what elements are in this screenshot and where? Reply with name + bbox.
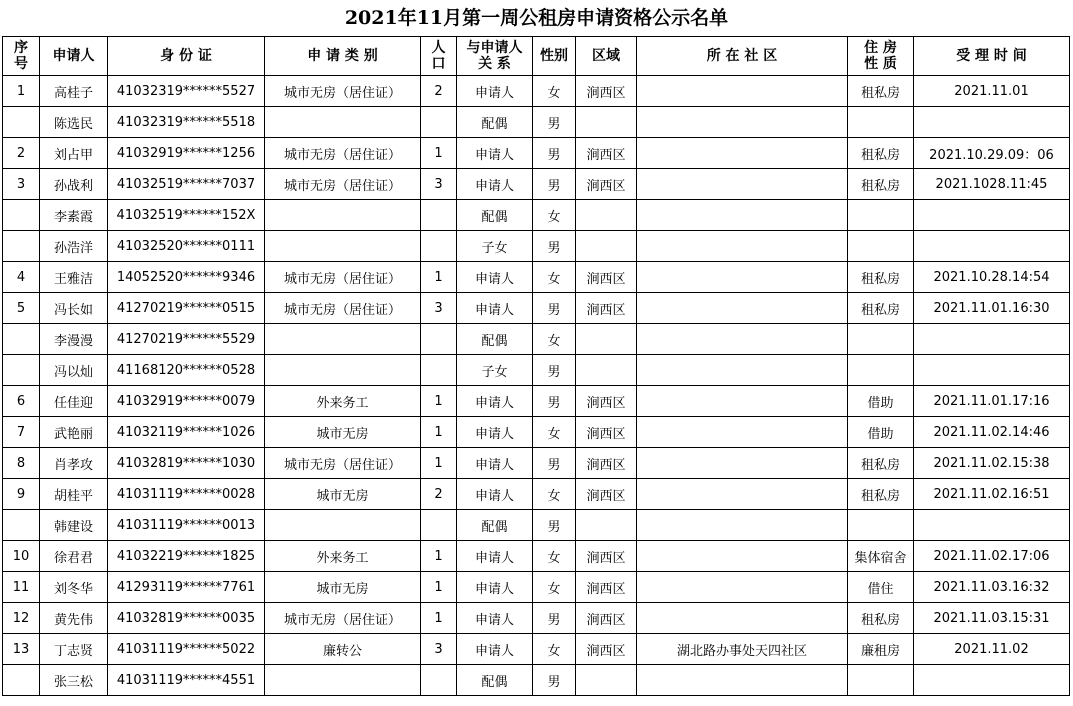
table-row — [3, 200, 1070, 231]
table-row — [3, 417, 1070, 448]
cell-no: 1 — [3, 76, 40, 107]
cell-time: 2021.11.03.16:32 — [914, 572, 1070, 603]
header-relation: 与申请人关 系 — [457, 37, 533, 76]
cell-time: 2021.1028.11:45 — [914, 169, 1070, 200]
cell-relation: 申请人 — [457, 448, 533, 479]
cell-people: 1 — [421, 448, 457, 479]
cell-id: 41168120******0528 — [108, 355, 265, 386]
cell-time: 2021.11.02.17:06 — [914, 541, 1070, 572]
cell-id: 41031119******4551 — [108, 665, 265, 696]
cell-gender: 男 — [533, 138, 576, 169]
applicant-table — [2, 36, 1070, 696]
cell-area — [576, 324, 637, 355]
cell-category: 城市无房（居住证） — [265, 293, 421, 324]
cell-applicant: 孙浩洋 — [40, 231, 108, 262]
table-row — [3, 231, 1070, 262]
cell-area: 涧西区 — [576, 293, 637, 324]
cell-gender: 男 — [533, 448, 576, 479]
cell-category — [265, 200, 421, 231]
cell-community — [637, 169, 848, 200]
cell-area — [576, 231, 637, 262]
table-row — [3, 324, 1070, 355]
cell-applicant: 丁志贤 — [40, 634, 108, 665]
cell-gender: 女 — [533, 417, 576, 448]
cell-id: 41293119******7761 — [108, 572, 265, 603]
cell-community — [637, 107, 848, 138]
cell-applicant: 武艳丽 — [40, 417, 108, 448]
cell-time: 2021.11.02.14:46 — [914, 417, 1070, 448]
cell-applicant: 张三松 — [40, 665, 108, 696]
cell-category: 城市无房 — [265, 479, 421, 510]
cell-relation: 申请人 — [457, 417, 533, 448]
cell-area: 涧西区 — [576, 386, 637, 417]
cell-housing — [848, 324, 914, 355]
cell-time: 2021.11.02 — [914, 634, 1070, 665]
cell-community — [637, 417, 848, 448]
cell-no — [3, 510, 40, 541]
cell-relation: 申请人 — [457, 479, 533, 510]
cell-people: 1 — [421, 603, 457, 634]
cell-community — [637, 231, 848, 262]
cell-people: 1 — [421, 572, 457, 603]
cell-category — [265, 665, 421, 696]
cell-time: 2021.10.28.14:54 — [914, 262, 1070, 293]
cell-no: 2 — [3, 138, 40, 169]
cell-no: 4 — [3, 262, 40, 293]
cell-applicant: 冯长如 — [40, 293, 108, 324]
cell-relation: 申请人 — [457, 603, 533, 634]
cell-area: 涧西区 — [576, 262, 637, 293]
header-id: 身 份 证 — [108, 37, 265, 76]
cell-area: 涧西区 — [576, 479, 637, 510]
cell-relation: 申请人 — [457, 572, 533, 603]
cell-no — [3, 200, 40, 231]
cell-people: 3 — [421, 293, 457, 324]
table-row — [3, 169, 1070, 200]
cell-housing: 租私房 — [848, 262, 914, 293]
cell-applicant: 胡桂平 — [40, 479, 108, 510]
header-category: 申 请 类 别 — [265, 37, 421, 76]
cell-no: 10 — [3, 541, 40, 572]
cell-category: 城市无房（居住证） — [265, 262, 421, 293]
cell-id: 41270219******5529 — [108, 324, 265, 355]
cell-relation: 申请人 — [457, 293, 533, 324]
cell-no — [3, 355, 40, 386]
cell-id: 41032819******0035 — [108, 603, 265, 634]
cell-people — [421, 355, 457, 386]
cell-category: 城市无房 — [265, 572, 421, 603]
cell-category — [265, 324, 421, 355]
cell-people — [421, 231, 457, 262]
table-row — [3, 541, 1070, 572]
cell-community — [637, 324, 848, 355]
cell-id: 14052520******9346 — [108, 262, 265, 293]
table-row — [3, 572, 1070, 603]
cell-no: 12 — [3, 603, 40, 634]
cell-category: 城市无房（居住证） — [265, 603, 421, 634]
header-people: 人口 — [421, 37, 457, 76]
cell-gender: 男 — [533, 169, 576, 200]
cell-relation: 配偶 — [457, 200, 533, 231]
cell-category: 城市无房 — [265, 417, 421, 448]
cell-id: 41032819******1030 — [108, 448, 265, 479]
cell-no: 6 — [3, 386, 40, 417]
cell-housing: 借住 — [848, 572, 914, 603]
cell-id: 41270219******0515 — [108, 293, 265, 324]
cell-time — [914, 665, 1070, 696]
cell-housing: 租私房 — [848, 448, 914, 479]
table-row — [3, 479, 1070, 510]
cell-housing: 租私房 — [848, 169, 914, 200]
cell-community — [637, 603, 848, 634]
cell-id: 41032519******7037 — [108, 169, 265, 200]
cell-gender: 女 — [533, 262, 576, 293]
cell-applicant: 高桂子 — [40, 76, 108, 107]
cell-time: 2021.11.02.16:51 — [914, 479, 1070, 510]
cell-applicant: 刘冬华 — [40, 572, 108, 603]
cell-housing — [848, 510, 914, 541]
cell-category: 城市无房（居住证） — [265, 448, 421, 479]
cell-housing: 租私房 — [848, 76, 914, 107]
cell-people: 1 — [421, 138, 457, 169]
cell-time: 2021.11.02.15:38 — [914, 448, 1070, 479]
cell-relation: 子女 — [457, 231, 533, 262]
cell-category — [265, 355, 421, 386]
cell-relation: 申请人 — [457, 76, 533, 107]
header-gender: 性别 — [533, 37, 576, 76]
cell-time: 2021.11.01 — [914, 76, 1070, 107]
cell-id: 41032219******1825 — [108, 541, 265, 572]
cell-people — [421, 107, 457, 138]
cell-community — [637, 138, 848, 169]
cell-applicant: 李素霞 — [40, 200, 108, 231]
table-row — [3, 448, 1070, 479]
table-row — [3, 510, 1070, 541]
cell-gender: 男 — [533, 665, 576, 696]
cell-housing: 租私房 — [848, 479, 914, 510]
cell-time: 2021.11.03.15:31 — [914, 603, 1070, 634]
cell-people — [421, 665, 457, 696]
header-applicant: 申请人 — [40, 37, 108, 76]
cell-relation: 申请人 — [457, 169, 533, 200]
cell-time — [914, 200, 1070, 231]
cell-community: 湖北路办事处天四社区 — [637, 634, 848, 665]
cell-gender: 男 — [533, 386, 576, 417]
cell-time — [914, 510, 1070, 541]
cell-relation: 申请人 — [457, 262, 533, 293]
cell-id: 41032919******1256 — [108, 138, 265, 169]
cell-applicant: 韩建设 — [40, 510, 108, 541]
cell-housing — [848, 200, 914, 231]
cell-community — [637, 293, 848, 324]
cell-housing: 集体宿舍 — [848, 541, 914, 572]
cell-id: 41032919******0079 — [108, 386, 265, 417]
cell-people — [421, 200, 457, 231]
cell-area — [576, 665, 637, 696]
cell-people: 1 — [421, 386, 457, 417]
header-housing: 住 房 性 质 — [848, 37, 914, 76]
cell-area: 涧西区 — [576, 417, 637, 448]
cell-no: 5 — [3, 293, 40, 324]
cell-gender: 女 — [533, 324, 576, 355]
cell-community — [637, 448, 848, 479]
table-row — [3, 386, 1070, 417]
table-row — [3, 262, 1070, 293]
cell-housing: 租私房 — [848, 603, 914, 634]
cell-no: 7 — [3, 417, 40, 448]
cell-time — [914, 231, 1070, 262]
cell-no — [3, 231, 40, 262]
cell-area — [576, 510, 637, 541]
cell-no — [3, 665, 40, 696]
cell-relation: 申请人 — [457, 634, 533, 665]
cell-relation: 配偶 — [457, 510, 533, 541]
cell-housing — [848, 665, 914, 696]
cell-housing: 租私房 — [848, 293, 914, 324]
cell-gender: 男 — [533, 231, 576, 262]
cell-category: 廉转公 — [265, 634, 421, 665]
cell-id: 41032519******152X — [108, 200, 265, 231]
cell-applicant: 徐君君 — [40, 541, 108, 572]
cell-category — [265, 107, 421, 138]
cell-gender: 女 — [533, 634, 576, 665]
cell-housing — [848, 231, 914, 262]
cell-relation: 子女 — [457, 355, 533, 386]
cell-relation: 申请人 — [457, 138, 533, 169]
cell-applicant: 肖孝攻 — [40, 448, 108, 479]
cell-people: 1 — [421, 262, 457, 293]
cell-category — [265, 231, 421, 262]
cell-time — [914, 324, 1070, 355]
cell-people — [421, 324, 457, 355]
table-row — [3, 355, 1070, 386]
cell-id: 41032119******1026 — [108, 417, 265, 448]
table-row — [3, 107, 1070, 138]
cell-area — [576, 107, 637, 138]
cell-people: 3 — [421, 634, 457, 665]
cell-housing: 借助 — [848, 417, 914, 448]
cell-time — [914, 355, 1070, 386]
cell-people: 1 — [421, 417, 457, 448]
cell-community — [637, 479, 848, 510]
page-title: 2021年11月第一周公租房申请资格公示名单 — [344, 7, 729, 29]
cell-applicant: 王雅洁 — [40, 262, 108, 293]
cell-applicant: 冯以灿 — [40, 355, 108, 386]
cell-relation: 配偶 — [457, 324, 533, 355]
cell-category: 城市无房（居住证） — [265, 169, 421, 200]
cell-housing: 廉租房 — [848, 634, 914, 665]
cell-area — [576, 355, 637, 386]
cell-category: 外来务工 — [265, 386, 421, 417]
table-row — [3, 76, 1070, 107]
cell-community — [637, 76, 848, 107]
cell-area: 涧西区 — [576, 448, 637, 479]
cell-applicant: 陈选民 — [40, 107, 108, 138]
cell-gender: 女 — [533, 76, 576, 107]
header-row — [3, 37, 1070, 76]
cell-community — [637, 572, 848, 603]
cell-category: 城市无房（居住证） — [265, 76, 421, 107]
header-area: 区域 — [576, 37, 637, 76]
cell-applicant: 刘占甲 — [40, 138, 108, 169]
cell-gender: 女 — [533, 541, 576, 572]
cell-community — [637, 665, 848, 696]
table-row — [3, 634, 1070, 665]
cell-id: 41031119******0028 — [108, 479, 265, 510]
cell-relation: 配偶 — [457, 665, 533, 696]
cell-people: 2 — [421, 479, 457, 510]
cell-people: 3 — [421, 169, 457, 200]
header-community: 所 在 社 区 — [637, 37, 848, 76]
cell-area: 涧西区 — [576, 169, 637, 200]
cell-applicant: 黄先伟 — [40, 603, 108, 634]
table-row — [3, 603, 1070, 634]
cell-applicant: 任佳迎 — [40, 386, 108, 417]
cell-applicant: 孙战利 — [40, 169, 108, 200]
cell-no: 8 — [3, 448, 40, 479]
cell-relation: 申请人 — [457, 386, 533, 417]
cell-housing: 借助 — [848, 386, 914, 417]
cell-no: 9 — [3, 479, 40, 510]
cell-id: 41031119******5022 — [108, 634, 265, 665]
cell-gender: 男 — [533, 355, 576, 386]
cell-id: 41032319******5527 — [108, 76, 265, 107]
cell-applicant: 李漫漫 — [40, 324, 108, 355]
cell-community — [637, 386, 848, 417]
cell-id: 41031119******0013 — [108, 510, 265, 541]
cell-id: 41032319******5518 — [108, 107, 265, 138]
cell-area: 涧西区 — [576, 138, 637, 169]
table-row — [3, 138, 1070, 169]
cell-community — [637, 510, 848, 541]
cell-area: 涧西区 — [576, 572, 637, 603]
cell-area: 涧西区 — [576, 603, 637, 634]
cell-time: 2021.10.29.09：06 — [914, 138, 1070, 169]
cell-housing: 租私房 — [848, 138, 914, 169]
cell-no: 11 — [3, 572, 40, 603]
cell-time — [914, 107, 1070, 138]
cell-time: 2021.11.01.16:30 — [914, 293, 1070, 324]
table-row — [3, 665, 1070, 696]
cell-gender: 女 — [533, 572, 576, 603]
cell-area — [576, 200, 637, 231]
header-no: 序号 — [3, 37, 40, 76]
cell-gender: 男 — [533, 293, 576, 324]
table-row — [3, 293, 1070, 324]
cell-housing — [848, 107, 914, 138]
cell-no — [3, 107, 40, 138]
cell-area: 涧西区 — [576, 76, 637, 107]
cell-community — [637, 355, 848, 386]
cell-gender: 男 — [533, 603, 576, 634]
cell-community — [637, 262, 848, 293]
cell-area: 涧西区 — [576, 634, 637, 665]
cell-people — [421, 510, 457, 541]
cell-gender: 女 — [533, 479, 576, 510]
cell-relation: 配偶 — [457, 107, 533, 138]
cell-category: 外来务工 — [265, 541, 421, 572]
cell-community — [637, 200, 848, 231]
cell-category: 城市无房（居住证） — [265, 138, 421, 169]
cell-no: 13 — [3, 634, 40, 665]
cell-relation: 申请人 — [457, 541, 533, 572]
cell-area: 涧西区 — [576, 541, 637, 572]
cell-gender: 男 — [533, 107, 576, 138]
cell-time: 2021.11.01.17:16 — [914, 386, 1070, 417]
cell-people: 2 — [421, 76, 457, 107]
cell-no — [3, 324, 40, 355]
cell-gender: 女 — [533, 200, 576, 231]
cell-category — [265, 510, 421, 541]
cell-id: 41032520******0111 — [108, 231, 265, 262]
cell-housing — [848, 355, 914, 386]
cell-gender: 男 — [533, 510, 576, 541]
cell-community — [637, 541, 848, 572]
cell-people: 1 — [421, 541, 457, 572]
cell-no: 3 — [3, 169, 40, 200]
header-time: 受 理 时 间 — [914, 37, 1070, 76]
